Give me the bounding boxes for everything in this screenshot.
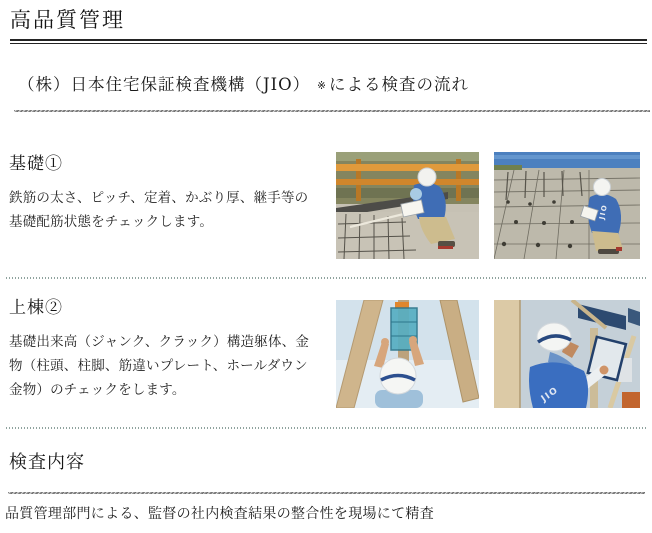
- inspection-body: 品質管理部門による、監督の社内検査結果の整合性を現場にて精査: [5, 506, 434, 522]
- body-line: 鉄筋の太さ、ピッチ、定着、かぶり厚、継手等の: [9, 190, 309, 206]
- section-framing-body: [9, 330, 341, 402]
- inspection-heading: 検査内容: [9, 452, 85, 473]
- section-divider-dotted: [6, 277, 646, 279]
- body-line: 物（柱頭、柱脚、筋違いプレート、ホールダウン: [9, 358, 308, 374]
- vest-label: JIO: [598, 203, 610, 221]
- vest-label: JIO: [539, 385, 561, 405]
- body-line: 基礎出来高（ジャンク、クラック）構造躯体、金: [9, 334, 310, 350]
- subtitle-note-mark: ※: [317, 80, 327, 92]
- photo-framing-level-check-image: [336, 300, 479, 408]
- photo-foundation-rebar-measuring-image: [336, 152, 479, 259]
- photo-foundation-rebar-measuring: [336, 152, 479, 259]
- subtitle-tail: による検査の流れ: [328, 75, 469, 94]
- section-foundation-body: [9, 186, 335, 234]
- inspection-underline: [8, 492, 645, 494]
- page-title: 高品質管理: [10, 8, 125, 32]
- inspector-helmet: [418, 168, 436, 186]
- title-double-rule: [10, 39, 647, 44]
- inspector-vest: [529, 362, 588, 408]
- section-divider-dotted-2: [6, 427, 646, 429]
- body-line: 金物）のチェックをします。: [9, 382, 186, 398]
- photo-framing-level-check: [336, 300, 479, 408]
- photo-framing-lookup-check: [494, 300, 640, 408]
- section-framing-heading: 上棟②: [9, 298, 63, 318]
- subtitle: [18, 71, 469, 95]
- body-line: 基礎配筋状態をチェックします。: [9, 214, 214, 230]
- photo-framing-lookup-check-image: [494, 300, 640, 408]
- subtitle-underline: [14, 110, 650, 112]
- subtitle-main: （株）日本住宅保証検査機構（JIO）: [18, 75, 311, 94]
- photo-foundation-slab-check-image: [494, 152, 640, 259]
- inspector-helmet: [594, 179, 611, 196]
- section-foundation-heading: 基礎①: [9, 154, 63, 174]
- photo-foundation-slab-check: [494, 152, 640, 259]
